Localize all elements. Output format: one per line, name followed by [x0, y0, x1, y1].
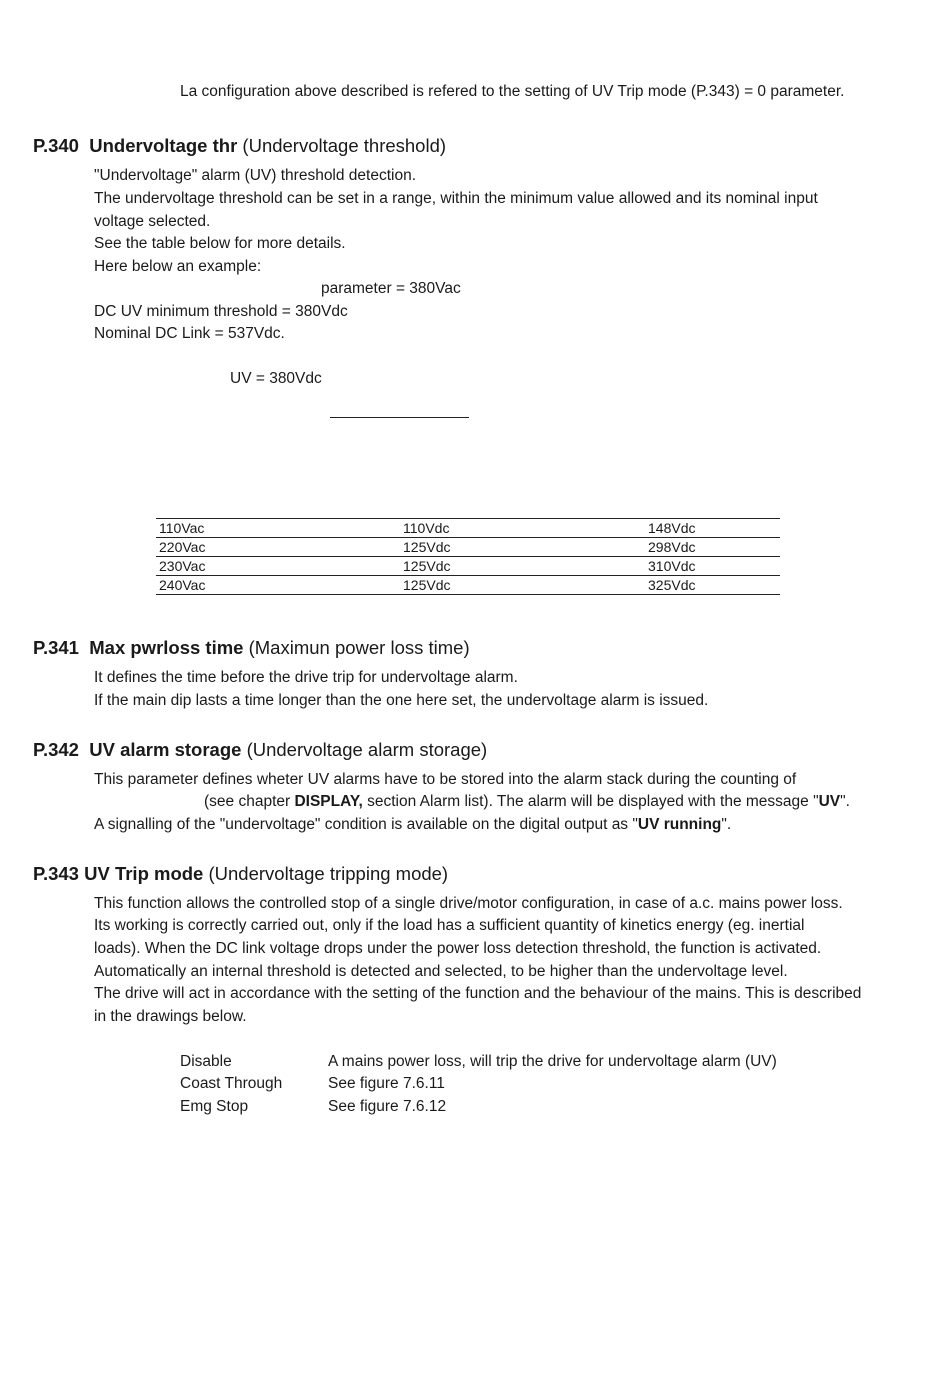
table-row: [156, 557, 780, 576]
threshold-table: [156, 518, 780, 595]
table-cell: 310Vdc: [648, 558, 696, 574]
table-cell: 110Vdc: [403, 520, 450, 536]
p340-line4: See the table below for more details.: [94, 235, 346, 252]
table-cell: 220Vac: [159, 539, 206, 555]
p342-name: UV alarm storage: [89, 739, 242, 760]
p340-line6: parameter = 380Vac: [321, 280, 461, 297]
option-desc-emg-stop: See figure 7.6.12: [328, 1098, 447, 1115]
p340-line9: UV = 380Vdc: [230, 370, 322, 387]
p343-code: P.343: [33, 863, 79, 884]
p341-name: Max pwrloss time: [89, 637, 244, 658]
table-cell: 125Vdc: [403, 577, 451, 593]
p342-line3: [94, 814, 731, 836]
table-cell: 298Vdc: [648, 539, 696, 555]
p342-line2: [204, 791, 850, 813]
table-row: [156, 576, 780, 595]
p343-line1: This function allows the controlled stop of a single drive/motor configuration, in case of a.c. mains power loss.: [94, 895, 843, 912]
p340-name: Undervoltage thr: [89, 135, 238, 156]
p343-name: UV Trip mode: [84, 863, 204, 884]
display-bold: DISPLAY,: [294, 793, 363, 810]
p341-desc: (Maximun power loss time): [248, 637, 470, 658]
text-span: section Alarm list). The alarm will be displayed with the message ": [362, 793, 819, 810]
text-span: ".: [721, 816, 732, 833]
p343-line5: The drive will act in accordance with the setting of the function and the behaviour of the mains. This is described: [94, 985, 862, 1002]
option-label-emg-stop: Emg Stop: [180, 1098, 249, 1115]
p343-heading: [33, 862, 448, 886]
table-cell: 230Vac: [159, 558, 206, 574]
option-desc-disable: A mains power loss, will trip the drive for undervoltage alarm (UV): [328, 1053, 777, 1070]
p342-code: P.342: [33, 739, 79, 760]
p340-line1: "Undervoltage" alarm (UV) threshold detection.: [94, 167, 417, 184]
table-cell: 148Vdc: [648, 520, 696, 536]
p343-desc: (Undervoltage tripping mode): [208, 863, 449, 884]
p343-line2: Its working is correctly carried out, only if the load has a sufficient quantity of kinetics energy (eg. inertial: [94, 917, 805, 934]
p341-line1: It defines the time before the drive trip for undervoltage alarm.: [94, 669, 518, 686]
option-label-disable: Disable: [180, 1053, 232, 1070]
p340-line3: voltage selected.: [94, 213, 211, 230]
p342-desc: (Undervoltage alarm storage): [246, 739, 488, 760]
p343-line6: in the drawings below.: [94, 1008, 247, 1025]
p340-line8: Nominal DC Link = 537Vdc.: [94, 325, 285, 342]
p341-code: P.341: [33, 637, 79, 658]
text-span: (see chapter: [204, 793, 295, 810]
table-cell: 325Vdc: [648, 577, 696, 593]
table-row: [156, 538, 780, 557]
p340-line5: Here below an example:: [94, 258, 262, 275]
p341-line2: If the main dip lasts a time longer than the one here set, the undervoltage alarm is issued.: [94, 692, 709, 709]
p340-code: P.340: [33, 135, 79, 156]
p340-line2: The undervoltage threshold can be set in a range, within the minimum value allowed and its nominal input: [94, 190, 818, 207]
uv-running-bold: UV running: [637, 816, 722, 833]
p343-line4: Automatically an internal threshold is detected and selected, to be higher than the undervoltage level.: [94, 963, 788, 980]
intro-note: La configuration above described is refered to the setting of UV Trip mode (P.343) = 0 parameter.: [180, 83, 845, 100]
uv-bold: UV: [818, 793, 841, 810]
p341-heading: [33, 636, 470, 660]
underline-rule: [330, 417, 469, 418]
table-row: [156, 519, 780, 538]
p340-desc: (Undervoltage threshold): [242, 135, 447, 156]
text-span: A signalling of the "undervoltage" condition is available on the digital output as ": [94, 816, 638, 833]
text-span: ".: [840, 793, 850, 810]
p342-heading: [33, 738, 487, 762]
table-cell: 125Vdc: [403, 539, 451, 555]
table-cell: 240Vac: [159, 577, 206, 593]
p340-heading: [33, 134, 446, 158]
p340-line7: DC UV minimum threshold = 380Vdc: [94, 303, 348, 320]
table-cell: 125Vdc: [403, 558, 451, 574]
p343-line3: loads). When the DC link voltage drops under the power loss detection threshold, the function is activated.: [94, 940, 822, 957]
p342-line1: This parameter defines wheter UV alarms have to be stored into the alarm stack during the counting of: [94, 771, 797, 788]
option-label-coast-through: Coast Through: [180, 1075, 283, 1092]
table-cell: 110Vac: [159, 520, 205, 536]
option-desc-coast-through: See figure 7.6.11: [328, 1075, 445, 1092]
